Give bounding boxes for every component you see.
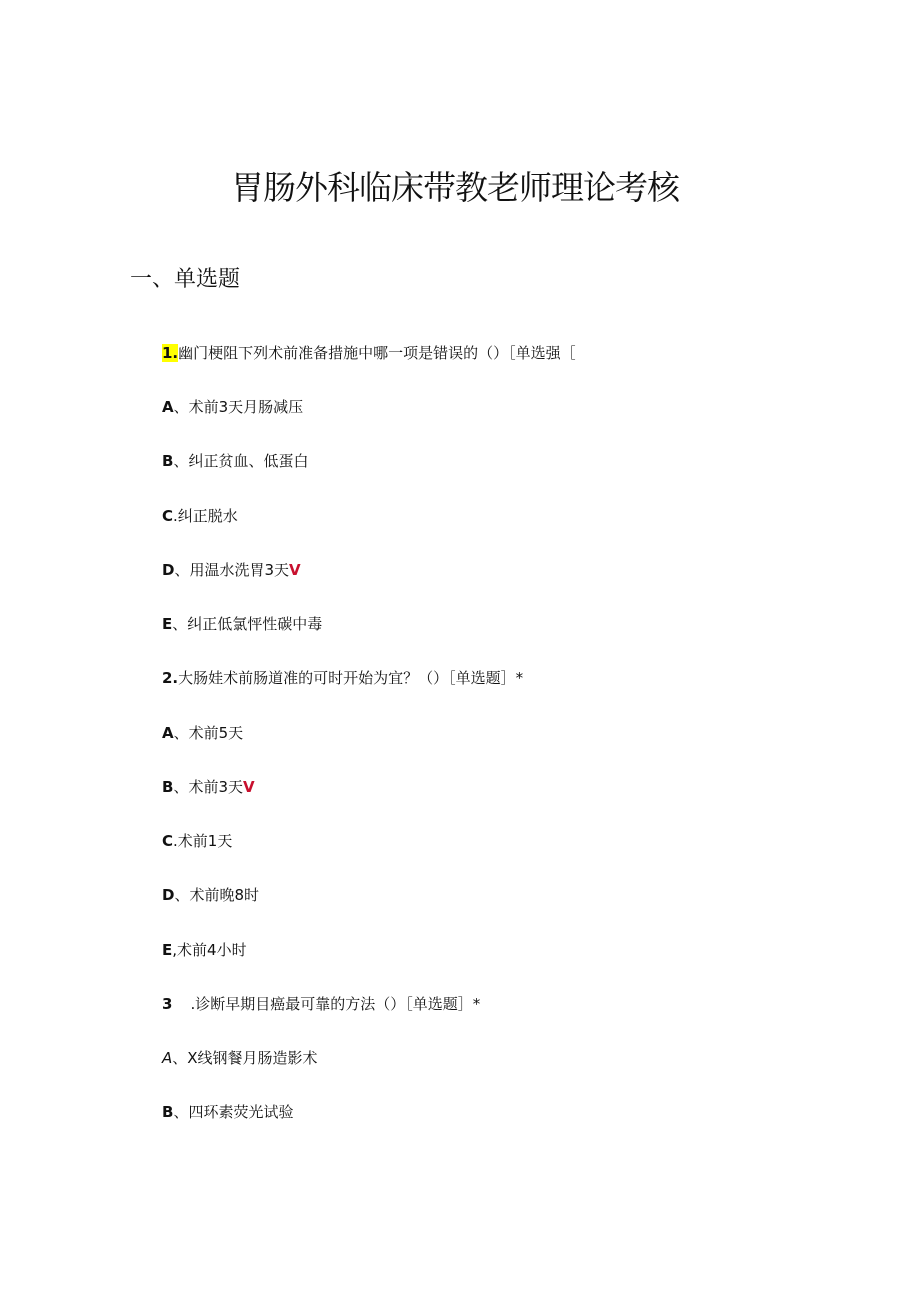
option-text: X线钢餐月肠造影术 bbox=[187, 1049, 318, 1067]
option-text: 术前4小时 bbox=[177, 941, 247, 959]
option-1e bbox=[162, 613, 322, 635]
question-number: 3 bbox=[162, 995, 173, 1013]
option-text: 纠正低氯怦性碳中毒 bbox=[187, 615, 323, 633]
option-separator: 、 bbox=[173, 1103, 189, 1121]
option-separator: 、 bbox=[172, 615, 188, 633]
option-separator: . bbox=[173, 507, 178, 525]
option-2d bbox=[162, 884, 259, 906]
option-1a bbox=[162, 396, 303, 418]
option-key: E bbox=[162, 941, 173, 959]
option-3a bbox=[162, 1047, 318, 1069]
option-text: 四环素荧光试验 bbox=[188, 1103, 294, 1121]
option-2e bbox=[162, 939, 247, 961]
option-2c bbox=[162, 830, 232, 852]
option-separator: . bbox=[173, 832, 178, 850]
option-text: 术前5天 bbox=[188, 724, 244, 742]
question-text: 大肠娃术前肠道准的可时开始为宜？（）［单选题］* bbox=[178, 669, 524, 687]
option-key: B bbox=[162, 452, 174, 470]
option-separator: 、 bbox=[174, 886, 190, 904]
question-3 bbox=[162, 993, 480, 1015]
option-key: E bbox=[162, 615, 173, 633]
option-text: 用温水洗胃3天 bbox=[189, 561, 290, 579]
option-2a bbox=[162, 722, 243, 744]
option-separator: 、 bbox=[172, 1049, 188, 1067]
option-text: 术前3天 bbox=[188, 778, 243, 796]
option-separator: 、 bbox=[173, 398, 189, 416]
option-3b bbox=[162, 1101, 293, 1123]
option-separator: 、 bbox=[173, 778, 189, 796]
question-1 bbox=[162, 342, 576, 364]
option-key: B bbox=[162, 778, 174, 796]
option-key: B bbox=[162, 1103, 174, 1121]
correct-answer-check-icon: V bbox=[289, 561, 301, 579]
option-key: A bbox=[162, 398, 174, 416]
option-text: 术前晚8时 bbox=[189, 886, 260, 904]
question-text: .诊断早期目癌最可靠的方法（）［单选题］* bbox=[190, 995, 481, 1013]
option-text: 术前3天月肠减压 bbox=[188, 398, 304, 416]
option-text: 纠正脱水 bbox=[177, 507, 238, 525]
option-key: C bbox=[162, 507, 174, 525]
option-1c bbox=[162, 505, 238, 527]
question-number-highlight: 1. bbox=[162, 344, 179, 362]
option-separator: 、 bbox=[173, 452, 189, 470]
option-key: A bbox=[162, 724, 174, 742]
option-1b bbox=[162, 450, 308, 472]
option-key: C bbox=[162, 832, 174, 850]
page-title: 胃肠外科临床带教老师理论考核 bbox=[231, 168, 679, 207]
question-text: 幽门梗阻下列术前准备措施中哪一项是错误的（）［单选强［ bbox=[178, 344, 576, 362]
option-separator: 、 bbox=[173, 724, 189, 742]
option-text: 纠正贫血、低蛋白 bbox=[188, 452, 309, 470]
option-key: D bbox=[162, 886, 175, 904]
option-text: 术前1天 bbox=[177, 832, 233, 850]
question-2 bbox=[162, 667, 523, 689]
option-separator: , bbox=[172, 941, 178, 959]
section-heading: 一、单选题 bbox=[130, 267, 241, 292]
option-key: D bbox=[162, 561, 175, 579]
option-1d bbox=[162, 559, 301, 581]
question-number: 2. bbox=[162, 669, 179, 687]
correct-answer-check-icon: V bbox=[243, 778, 255, 796]
option-separator: 、 bbox=[174, 561, 190, 579]
option-key: A bbox=[162, 1049, 173, 1067]
option-2b bbox=[162, 776, 255, 798]
